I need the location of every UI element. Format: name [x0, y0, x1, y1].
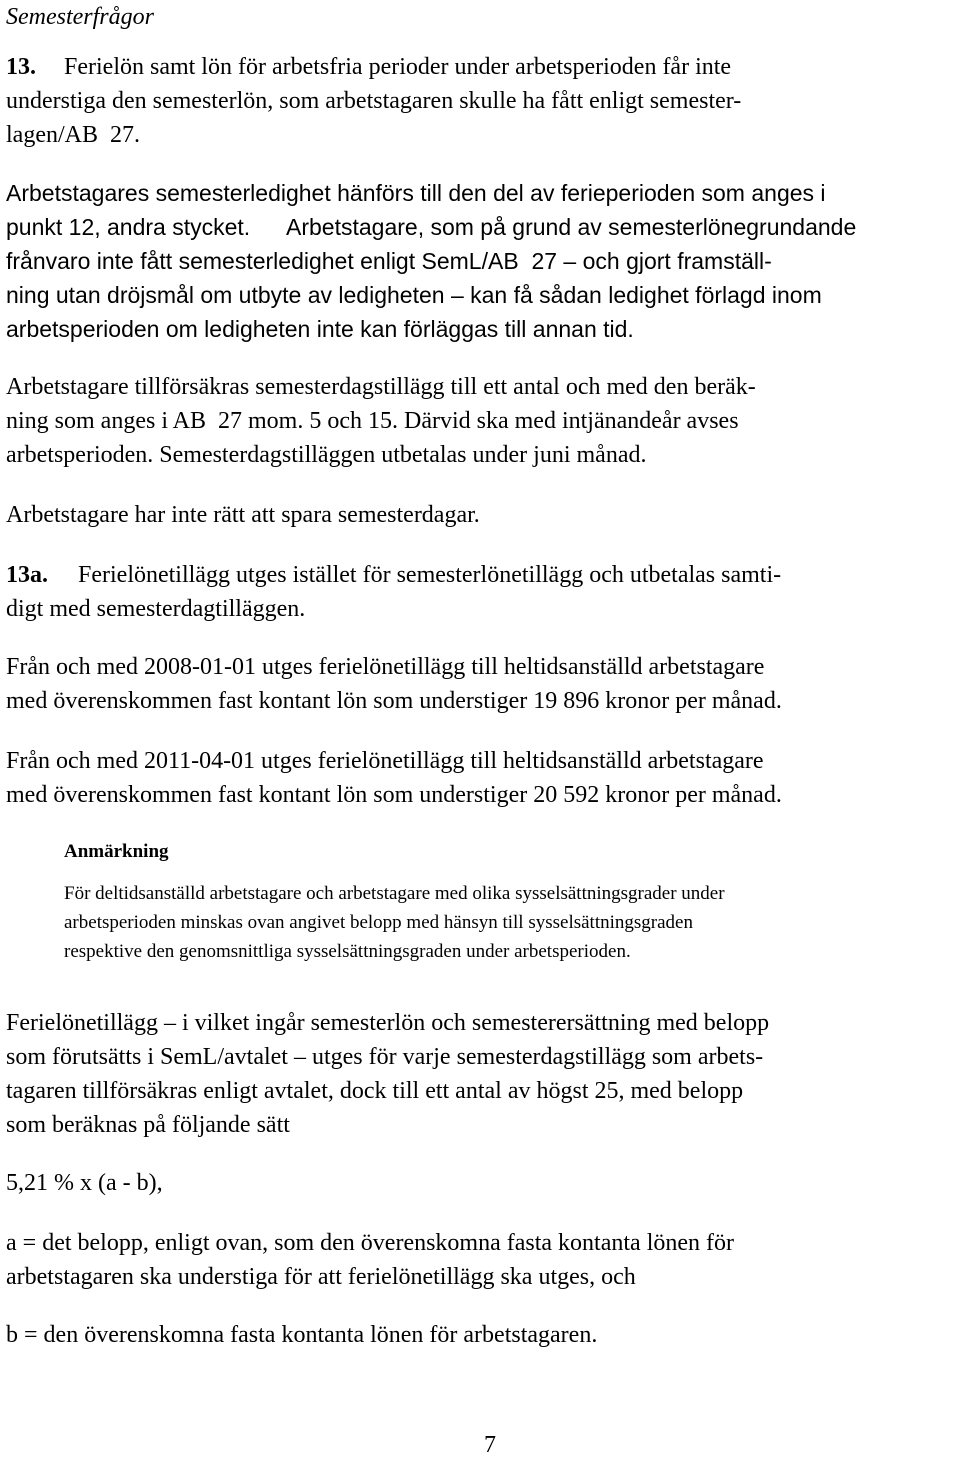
definition-b: b = den överenskomna fasta kontanta lönen för arbetstagaren. — [6, 1322, 598, 1348]
definition-a-line: arbetstagaren ska understiga för att ferielönetillägg ska utges, och — [6, 1264, 636, 1290]
semesterledighet-line: frånvaro inte fått semesterledighet enligt SemL/AB 27 – och gjort framställ- — [6, 248, 772, 274]
section-13a-line: digt med semesterdagtilläggen. — [6, 596, 306, 622]
para-2011-line: med överenskommen fast kontant lön som understiger 20 592 kronor per månad. — [6, 782, 782, 808]
semesterledighet-line: arbetsperioden om ledigheten inte kan förläggas till annan tid. — [6, 316, 634, 342]
section-13a-line: Ferielönetillägg utges istället för semesterlönetillägg och utbetalas samti- — [78, 562, 782, 588]
semesterdagstillagg-line: ning som anges i AB 27 mom. 5 och 15. Därvid ska med intjänandeår avses — [6, 408, 739, 434]
semesterledighet-line: Arbetstagare, som på grund av semesterlönegrundande — [286, 214, 857, 240]
spara-semesterdagar-text: Arbetstagare har inte rätt att spara semesterdagar. — [6, 502, 480, 528]
section-13-line: understiga den semesterlön, som arbetstagaren skulle ha fått enligt semester- — [6, 88, 742, 114]
anmarkning-line: respektive den genomsnittliga sysselsättningsgraden under arbetsperioden. — [64, 941, 631, 962]
anmarkning-line: För deltidsanställd arbetstagare och arbetstagare med olika sysselsättningsgrader under — [64, 883, 725, 904]
anmarkning-heading: Anmärkning — [64, 841, 169, 862]
page-title: Semesterfrågor — [6, 4, 154, 30]
semesterdagstillagg-line: arbetsperioden. Semesterdagstilläggen utbetalas under juni månad. — [6, 442, 647, 468]
section-number-13a: 13a. — [6, 562, 48, 588]
anmarkning-line: arbetsperioden minskas ovan angivet belopp med hänsyn till sysselsättningsgraden — [64, 912, 693, 933]
semesterdagstillagg-line: Arbetstagare tillförsäkras semesterdagstillägg till ett antal och med den beräk- — [6, 374, 756, 400]
para-2011-line: Från och med 2011-04-01 utges ferielönetillägg till heltidsanställd arbetstagare — [6, 748, 764, 774]
ferielonetillagg-line: som beräknas på följande sätt — [6, 1112, 290, 1138]
semesterledighet-line: ning utan dröjsmål om utbyte av ledigheten – kan få sådan ledighet förlagd inom — [6, 282, 822, 308]
para-2008-line: Från och med 2008-01-01 utges ferielönetillägg till heltidsanställd arbetstagare — [6, 654, 765, 680]
section-13-line: lagen/AB 27. — [6, 122, 140, 148]
section-13-line: Ferielön samt lön för arbetsfria perioder under arbetsperioden får inte — [64, 54, 732, 80]
para-2008-line: med överenskommen fast kontant lön som understiger 19 896 kronor per månad. — [6, 688, 782, 714]
formula: 5,21 % x (a - b), — [6, 1170, 163, 1196]
semesterledighet-line: punkt 12, andra stycket. — [6, 214, 251, 240]
definition-a-line: a = det belopp, enligt ovan, som den överenskomna fasta kontanta lönen för — [6, 1230, 735, 1256]
ferielonetillagg-line: som förutsätts i SemL/avtalet – utges för varje semesterdagstillägg som arbets- — [6, 1044, 764, 1070]
ferielonetillagg-line: Ferielönetillägg – i vilket ingår semesterlön och semesterersättning med belopp — [6, 1010, 770, 1036]
semesterledighet-line: Arbetstagares semesterledighet hänförs till den del av ferieperioden som anges i — [6, 180, 826, 206]
section-number-13: 13. — [6, 54, 36, 80]
page-number: 7 — [484, 1432, 496, 1458]
ferielonetillagg-line: tagaren tillförsäkras enligt avtalet, dock till ett antal av högst 25, med belopp — [6, 1078, 744, 1104]
